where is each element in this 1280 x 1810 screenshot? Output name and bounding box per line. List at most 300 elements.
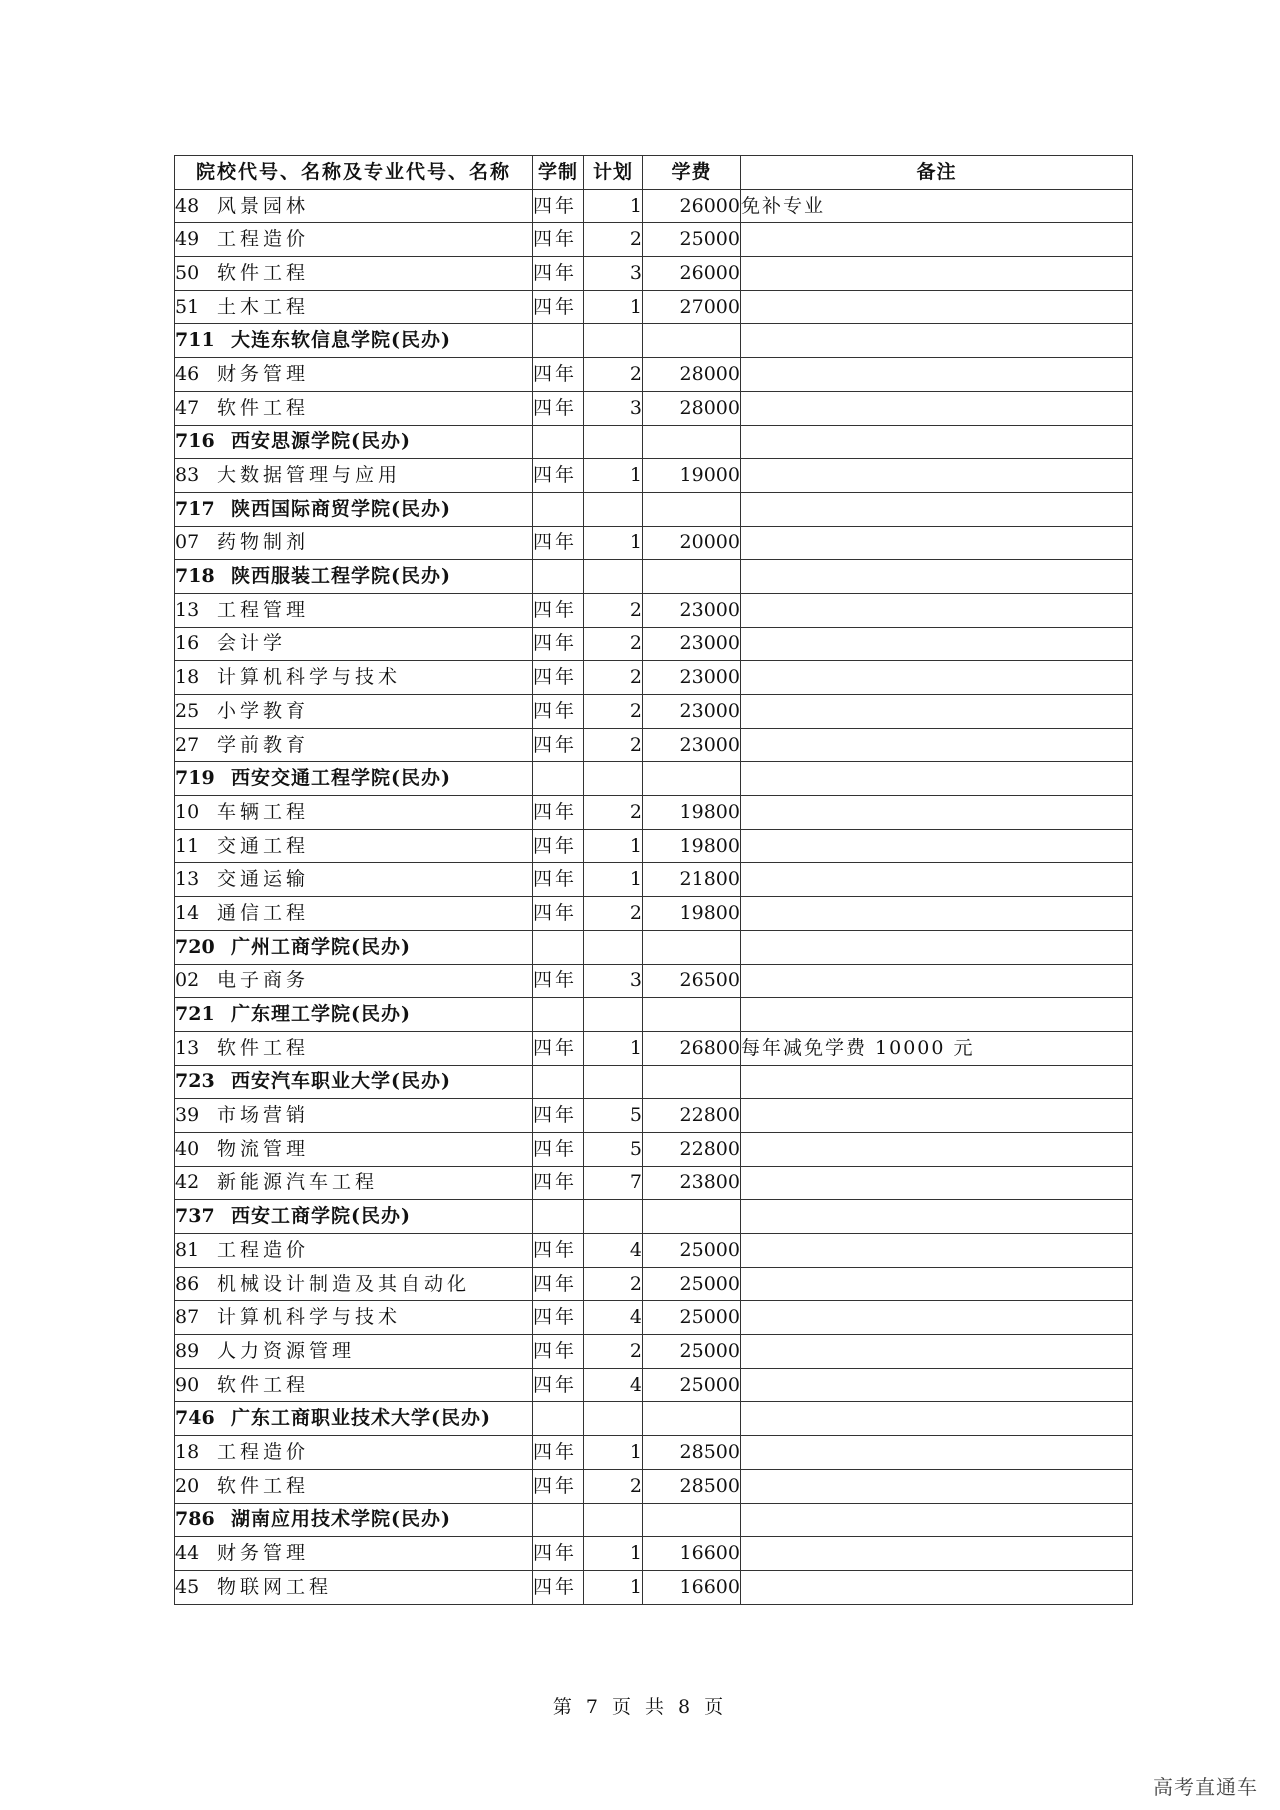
school-row [175,998,1133,1032]
fee-cell: 16600 [643,1537,741,1571]
major-cell [175,863,533,897]
major-row [175,1570,1133,1604]
plan-cell: 2 [584,627,643,661]
school-cell [175,425,533,459]
fee-cell: 25000 [643,1335,741,1369]
fee-cell: 20000 [643,526,741,560]
major-row [175,526,1133,560]
major-code: 18 [175,1440,200,1463]
note-cell [741,829,1133,863]
school-code: 711 [175,329,215,352]
school-row [175,1065,1133,1099]
plan-cell: 4 [584,1368,643,1402]
major-name: 通信工程 [217,901,310,924]
fee-cell: 23800 [643,1166,741,1200]
major-name: 药物制剂 [217,531,310,554]
major-name: 工程造价 [217,228,310,251]
header-fee: 学费 [643,156,741,190]
note-cell [741,223,1133,257]
system-cell: 四年 [533,391,584,425]
major-row [175,1132,1133,1166]
major-code: 46 [175,362,200,385]
note-cell [741,1099,1133,1133]
header-name: 院校代号、名称及专业代号、名称 [175,156,533,190]
major-code: 14 [175,901,200,924]
school-name: 陕西国际商贸学院(民办) [231,497,451,520]
major-code: 42 [175,1171,200,1194]
system-cell: 四年 [533,695,584,729]
system-cell: 四年 [533,661,584,695]
fee-cell: 19800 [643,897,741,931]
empty-cell [741,1402,1133,1436]
system-cell: 四年 [533,1099,584,1133]
note-cell [741,1570,1133,1604]
system-cell: 四年 [533,358,584,392]
plan-cell: 2 [584,1267,643,1301]
major-row [175,223,1133,257]
empty-cell [584,1200,643,1234]
system-cell: 四年 [533,964,584,998]
empty-cell [741,762,1133,796]
plan-cell: 2 [584,223,643,257]
major-row [175,358,1133,392]
plan-cell: 1 [584,526,643,560]
school-code: 721 [175,1003,215,1026]
school-name: 广东理工学院(民办) [231,1003,411,1026]
major-cell [175,1368,533,1402]
school-name: 西安汽车职业大学(民办) [231,1070,451,1093]
system-cell: 四年 [533,796,584,830]
empty-cell [643,560,741,594]
empty-cell [533,762,584,796]
major-code: 90 [175,1373,200,1396]
major-name: 物联网工程 [217,1575,333,1598]
fee-cell: 19000 [643,459,741,493]
system-cell: 四年 [533,223,584,257]
major-code: 13 [175,868,200,891]
system-cell: 四年 [533,1234,584,1268]
empty-cell [643,1200,741,1234]
major-row [175,1166,1133,1200]
note-cell [741,1469,1133,1503]
major-cell [175,728,533,762]
fee-cell: 23000 [643,661,741,695]
system-cell: 四年 [533,526,584,560]
fee-cell: 23000 [643,728,741,762]
school-name: 广东工商职业技术大学(民办) [231,1407,491,1430]
school-cell [175,1200,533,1234]
plan-cell: 1 [584,1570,643,1604]
major-row [175,1031,1133,1065]
major-name: 软件工程 [217,396,310,419]
school-cell [175,998,533,1032]
major-code: 83 [175,464,200,487]
major-cell [175,593,533,627]
note-cell [741,358,1133,392]
system-cell: 四年 [533,189,584,223]
major-cell [175,1469,533,1503]
plan-cell: 7 [584,1166,643,1200]
major-name: 物流管理 [217,1137,310,1160]
school-row [175,492,1133,526]
major-row [175,863,1133,897]
school-code: 719 [175,767,215,790]
plan-cell: 3 [584,964,643,998]
major-cell [175,459,533,493]
major-name: 软件工程 [217,261,310,284]
fee-cell: 26800 [643,1031,741,1065]
major-name: 财务管理 [217,362,310,385]
major-cell [175,1166,533,1200]
major-code: 16 [175,632,200,655]
plan-cell: 5 [584,1132,643,1166]
fee-cell: 25000 [643,1234,741,1268]
note-cell [741,863,1133,897]
plan-cell: 5 [584,1099,643,1133]
note-cell [741,728,1133,762]
empty-cell [741,1200,1133,1234]
empty-cell [643,762,741,796]
major-code: 86 [175,1272,200,1295]
note-cell [741,627,1133,661]
school-code: 717 [175,497,215,520]
school-row [175,1402,1133,1436]
major-name: 土木工程 [217,295,310,318]
fee-cell: 28000 [643,358,741,392]
school-cell [175,1065,533,1099]
system-cell: 四年 [533,1301,584,1335]
empty-cell [741,560,1133,594]
note-cell: 免补专业 [741,189,1133,223]
system-cell: 四年 [533,1166,584,1200]
plan-cell: 1 [584,1031,643,1065]
empty-cell [584,998,643,1032]
note-cell [741,1132,1133,1166]
page-number: 第 7 页 共 8 页 [552,1696,728,1718]
major-row [175,695,1133,729]
school-name: 湖南应用技术学院(民办) [231,1508,451,1531]
major-row [175,1469,1133,1503]
plan-cell: 2 [584,1335,643,1369]
note-cell: 每年减免学费 10000 元 [741,1031,1133,1065]
empty-cell [643,1065,741,1099]
note-cell [741,526,1133,560]
empty-cell [741,425,1133,459]
major-name: 电子商务 [217,969,310,992]
major-cell [175,661,533,695]
empty-cell [533,1402,584,1436]
note-cell [741,661,1133,695]
major-row [175,1436,1133,1470]
school-code: 737 [175,1205,215,1228]
major-cell [175,290,533,324]
major-name: 新能源汽车工程 [217,1171,379,1194]
note-cell [741,1436,1133,1470]
plan-cell: 1 [584,829,643,863]
major-row [175,897,1133,931]
empty-cell [643,492,741,526]
empty-cell [584,492,643,526]
major-cell [175,1267,533,1301]
system-cell: 四年 [533,290,584,324]
system-cell: 四年 [533,257,584,291]
fee-cell: 26000 [643,257,741,291]
major-code: 49 [175,228,200,251]
note-cell [741,459,1133,493]
note-cell [741,1166,1133,1200]
major-code: 40 [175,1137,200,1160]
major-cell [175,1335,533,1369]
major-cell [175,1301,533,1335]
system-cell: 四年 [533,1335,584,1369]
fee-cell: 23000 [643,695,741,729]
major-cell [175,1099,533,1133]
table-header-row [175,156,1133,190]
major-row [175,627,1133,661]
major-row [175,290,1133,324]
school-code: 746 [175,1407,215,1430]
school-code: 723 [175,1070,215,1093]
major-name: 计算机科学与技术 [217,1306,402,1329]
fee-cell: 25000 [643,1301,741,1335]
note-cell [741,695,1133,729]
plan-cell: 2 [584,358,643,392]
school-row [175,560,1133,594]
major-code: 13 [175,598,200,621]
plan-cell: 1 [584,459,643,493]
plan-cell: 2 [584,695,643,729]
fee-cell: 21800 [643,863,741,897]
empty-cell [584,762,643,796]
fee-cell: 16600 [643,1570,741,1604]
fee-cell: 25000 [643,223,741,257]
empty-cell [533,492,584,526]
major-name: 风景园林 [217,194,310,217]
plan-cell: 1 [584,863,643,897]
major-name: 计算机科学与技术 [217,666,402,689]
major-name: 市场营销 [217,1104,310,1127]
school-code: 786 [175,1508,215,1531]
major-cell [175,796,533,830]
major-name: 大数据管理与应用 [217,464,402,487]
empty-cell [584,1402,643,1436]
school-code: 720 [175,935,215,958]
major-code: 81 [175,1238,200,1261]
system-cell: 四年 [533,1031,584,1065]
major-code: 89 [175,1339,200,1362]
plan-cell: 2 [584,1469,643,1503]
major-code: 10 [175,800,200,823]
plan-cell: 3 [584,391,643,425]
empty-cell [584,1065,643,1099]
major-cell [175,526,533,560]
fee-cell: 23000 [643,593,741,627]
admissions-table [174,155,1133,1605]
major-row [175,593,1133,627]
major-code: 11 [175,834,200,857]
major-cell [175,829,533,863]
major-code: 13 [175,1036,200,1059]
empty-cell [643,324,741,358]
empty-cell [643,1402,741,1436]
major-cell [175,1436,533,1470]
system-cell: 四年 [533,1267,584,1301]
major-row [175,1301,1133,1335]
major-name: 交通工程 [217,834,310,857]
empty-cell [584,930,643,964]
major-cell [175,1132,533,1166]
empty-cell [643,998,741,1032]
system-cell: 四年 [533,897,584,931]
empty-cell [643,930,741,964]
fee-cell: 26500 [643,964,741,998]
empty-cell [741,492,1133,526]
major-row [175,1099,1133,1133]
school-row [175,930,1133,964]
major-row [175,661,1133,695]
note-cell [741,1234,1133,1268]
note-cell [741,391,1133,425]
fee-cell: 25000 [643,1368,741,1402]
major-name: 交通运输 [217,868,310,891]
header-system: 学制 [533,156,584,190]
empty-cell [741,998,1133,1032]
empty-cell [741,1503,1133,1537]
major-name: 小学教育 [217,699,310,722]
plan-cell: 1 [584,290,643,324]
note-cell [741,1267,1133,1301]
school-row [175,1503,1133,1537]
major-row [175,1368,1133,1402]
school-cell [175,1402,533,1436]
empty-cell [643,1503,741,1537]
major-row [175,1267,1133,1301]
watermark: 高考直通车 [1153,1775,1258,1799]
school-code: 716 [175,430,215,453]
school-cell [175,492,533,526]
major-name: 软件工程 [217,1373,310,1396]
major-code: 50 [175,261,200,284]
major-row [175,728,1133,762]
empty-cell [584,324,643,358]
major-name: 财务管理 [217,1542,310,1565]
note-cell [741,897,1133,931]
empty-cell [533,998,584,1032]
school-cell [175,762,533,796]
major-code: 20 [175,1474,200,1497]
empty-cell [533,1065,584,1099]
major-code: 45 [175,1575,200,1598]
table-body [175,189,1133,1604]
school-row [175,425,1133,459]
major-row [175,189,1133,223]
major-cell [175,1234,533,1268]
empty-cell [584,560,643,594]
plan-cell: 2 [584,661,643,695]
empty-cell [741,1065,1133,1099]
note-cell [741,964,1133,998]
plan-cell: 1 [584,1436,643,1470]
school-name: 陕西服装工程学院(民办) [231,565,451,588]
fee-cell: 25000 [643,1267,741,1301]
major-cell [175,695,533,729]
major-name: 软件工程 [217,1036,310,1059]
header-note: 备注 [741,156,1133,190]
note-cell [741,593,1133,627]
plan-cell: 4 [584,1234,643,1268]
system-cell: 四年 [533,593,584,627]
note-cell [741,1537,1133,1571]
major-row [175,459,1133,493]
note-cell [741,1335,1133,1369]
fee-cell: 19800 [643,796,741,830]
fee-cell: 28000 [643,391,741,425]
major-name: 软件工程 [217,1474,310,1497]
system-cell: 四年 [533,1537,584,1571]
fee-cell: 27000 [643,290,741,324]
plan-cell: 3 [584,257,643,291]
system-cell: 四年 [533,459,584,493]
plan-cell: 2 [584,897,643,931]
fee-cell: 26000 [643,189,741,223]
empty-cell [533,1503,584,1537]
school-name: 西安工商学院(民办) [231,1205,411,1228]
fee-cell: 22800 [643,1132,741,1166]
empty-cell [584,425,643,459]
major-code: 25 [175,699,200,722]
major-code: 44 [175,1542,200,1565]
school-row [175,1200,1133,1234]
major-row [175,1335,1133,1369]
note-cell [741,290,1133,324]
school-name: 西安思源学院(民办) [231,430,411,453]
empty-cell [533,324,584,358]
major-row [175,829,1133,863]
major-name: 工程造价 [217,1238,310,1261]
system-cell: 四年 [533,1469,584,1503]
fee-cell: 23000 [643,627,741,661]
plan-cell: 1 [584,1537,643,1571]
major-code: 87 [175,1306,200,1329]
major-row [175,796,1133,830]
major-cell [175,391,533,425]
plan-cell: 2 [584,728,643,762]
system-cell: 四年 [533,1132,584,1166]
system-cell: 四年 [533,1436,584,1470]
fee-cell: 28500 [643,1469,741,1503]
major-code: 47 [175,396,200,419]
empty-cell [741,324,1133,358]
note-cell [741,1301,1133,1335]
major-name: 学前教育 [217,733,310,756]
school-name: 广州工商学院(民办) [231,935,411,958]
major-code: 48 [175,194,200,217]
major-row [175,1234,1133,1268]
note-cell [741,1368,1133,1402]
major-name: 会计学 [217,632,287,655]
major-code: 02 [175,969,200,992]
empty-cell [584,1503,643,1537]
school-row [175,762,1133,796]
school-cell [175,560,533,594]
major-name: 人力资源管理 [217,1339,356,1362]
major-cell [175,897,533,931]
major-row [175,1537,1133,1571]
major-code: 18 [175,666,200,689]
major-cell [175,257,533,291]
major-code: 39 [175,1104,200,1127]
school-name: 西安交通工程学院(民办) [231,767,451,790]
